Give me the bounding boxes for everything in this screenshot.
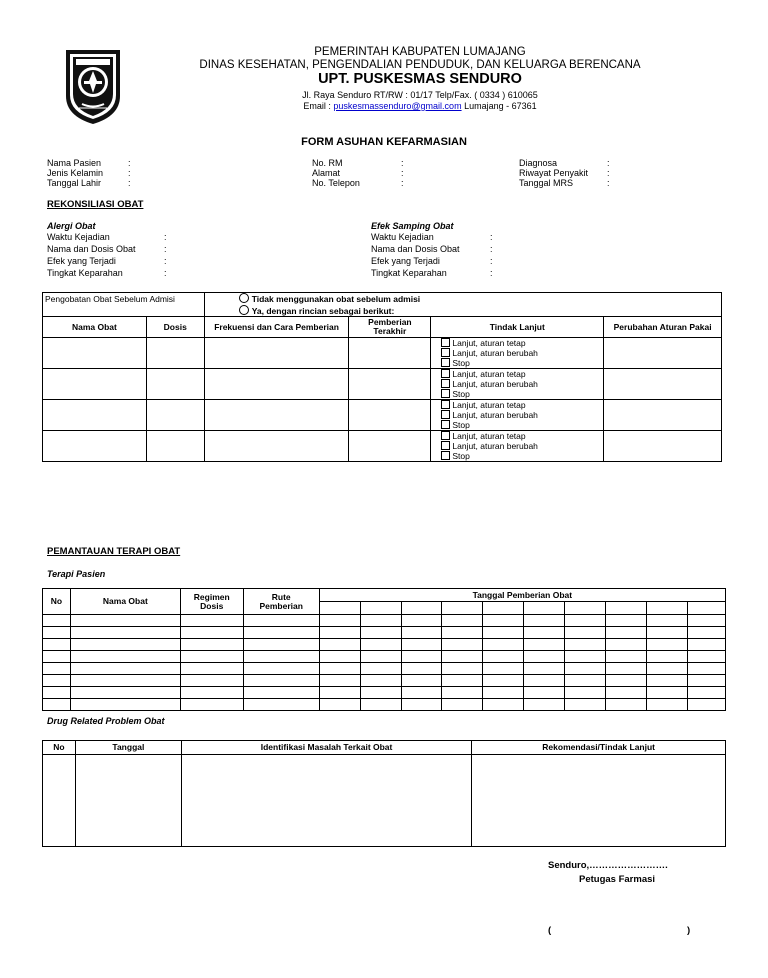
field-label: No. RM bbox=[312, 158, 343, 168]
col-nama-obat: Nama Obat bbox=[43, 317, 147, 338]
allergy-title: Alergi Obat bbox=[47, 221, 96, 231]
colons-col2: : : : bbox=[401, 158, 404, 188]
checkbox-icon[interactable] bbox=[441, 441, 450, 450]
reconciliation-title: REKONSILIASI OBAT bbox=[47, 199, 144, 210]
checkbox-icon[interactable] bbox=[441, 410, 450, 419]
signature-role: Petugas Farmasi bbox=[579, 874, 656, 885]
col-rekomendasi: Rekomendasi/Tindak Lanjut bbox=[472, 741, 726, 755]
pre-admission-label: Pengobatan Obat Sebelum Admisi bbox=[43, 293, 205, 317]
checkbox-icon[interactable] bbox=[441, 389, 450, 398]
table-row bbox=[43, 338, 722, 369]
checkbox-icon[interactable] bbox=[441, 348, 450, 357]
signature-place: Senduro,……………………. bbox=[548, 860, 668, 871]
followup-cell: Lanjut, aturan tetap Lanjut, aturan berubah Stop bbox=[431, 400, 604, 431]
table-row bbox=[43, 687, 726, 699]
government-line: PEMERINTAH KABUPATEN LUMAJANG bbox=[314, 46, 526, 58]
table-row bbox=[43, 651, 726, 663]
col-identifikasi: Identifikasi Masalah Terkait Obat bbox=[181, 741, 472, 755]
table-row bbox=[43, 615, 726, 627]
radio-yes[interactable] bbox=[239, 305, 249, 315]
col-perubahan-aturan: Perubahan Aturan Pakai bbox=[604, 317, 722, 338]
allergy-colons: : : : : bbox=[164, 232, 167, 278]
colons-col1: : : : bbox=[128, 158, 131, 188]
checkbox-icon[interactable] bbox=[441, 400, 450, 409]
pre-admission-options: Tidak menggunakan obat sebelum admisi Ya, dengan rincian sebagai berikut: bbox=[204, 293, 721, 317]
table-row bbox=[43, 675, 726, 687]
form-title: FORM ASUHAN KEFARMASIAN bbox=[301, 136, 467, 148]
side-effect-colons: : : : : bbox=[490, 232, 493, 278]
table-row bbox=[43, 755, 726, 847]
patient-fields-col2 bbox=[312, 158, 360, 188]
table-row bbox=[43, 627, 726, 639]
signature-close-paren: ) bbox=[687, 925, 691, 936]
col-tanggal: Tanggal bbox=[75, 741, 181, 755]
followup-cell: Lanjut, aturan tetap Lanjut, aturan berubah Stop bbox=[431, 431, 604, 462]
lumajang-regency-emblem bbox=[62, 46, 124, 126]
field-label: Alamat bbox=[312, 168, 341, 178]
col-regimen-dosis: Regimen Dosis bbox=[180, 589, 243, 615]
field-label: Riwayat Penyakit bbox=[519, 168, 589, 178]
drp-title: Drug Related Problem Obat bbox=[47, 716, 165, 726]
table-row bbox=[43, 400, 722, 431]
checkbox-icon[interactable] bbox=[441, 358, 450, 367]
col-dosis: Dosis bbox=[146, 317, 204, 338]
signature-open-paren: ( bbox=[548, 925, 552, 936]
side-effect-title: Efek Samping Obat bbox=[371, 221, 454, 231]
followup-cell: Lanjut, aturan tetap Lanjut, aturan berubah Stop bbox=[431, 338, 604, 369]
field-label: Nama Pasien bbox=[47, 158, 102, 168]
col-rute-pemberian: Rute Pemberian bbox=[243, 589, 319, 615]
email-line bbox=[190, 101, 650, 111]
field-label: Diagnosa bbox=[519, 158, 558, 168]
institution-name: UPT. PUSKESMAS SENDURO bbox=[318, 71, 522, 87]
col-pemberian-terakhir: Pemberian Terakhir bbox=[349, 317, 431, 338]
field-label: No. Telepon bbox=[312, 178, 360, 188]
col-nama-obat: Nama Obat bbox=[70, 589, 180, 615]
field-label: Tanggal MRS bbox=[519, 178, 574, 188]
allergy-fields: Waktu Kejadian Nama dan Dosis Obat Efek yang Terjadi Tingkat Keparahan bbox=[47, 232, 136, 278]
checkbox-icon[interactable] bbox=[441, 338, 450, 347]
field-label: Tanggal Lahir bbox=[47, 178, 102, 188]
table-row bbox=[43, 369, 722, 400]
therapy-table bbox=[42, 588, 726, 711]
pre-admission-row bbox=[43, 293, 722, 317]
col-no: No bbox=[43, 741, 76, 755]
monitoring-title: PEMANTAUAN TERAPI OBAT bbox=[47, 546, 181, 557]
col-no: No bbox=[43, 589, 71, 615]
patient-fields-col3 bbox=[519, 158, 588, 188]
therapy-title: Terapi Pasien bbox=[47, 569, 106, 579]
table-row bbox=[43, 699, 726, 711]
table-row bbox=[43, 431, 722, 462]
agency-line: DINAS KESEHATAN, PENGENDALIAN PENDUDUK, DAN KELUARGA BERENCANA bbox=[199, 59, 641, 71]
email-link[interactable]: puskesmassenduro@gmail.com bbox=[333, 101, 462, 111]
email-suffix: Lumajang - 67361 bbox=[461, 101, 537, 111]
table-row bbox=[43, 663, 726, 675]
side-effect-fields: Waktu Kejadian Nama dan Dosis Obat Efek yang Terjadi Tingkat Keparahan bbox=[371, 232, 460, 278]
email-prefix: Email : bbox=[303, 101, 334, 111]
checkbox-icon[interactable] bbox=[441, 369, 450, 378]
col-frekuensi: Frekuensi dan Cara Pemberian bbox=[204, 317, 349, 338]
colons-col3: : : : bbox=[607, 158, 610, 188]
checkbox-icon[interactable] bbox=[441, 431, 450, 440]
address-line: Jl. Raya Senduro RT/RW : 01/17 Telp/Fax. ( 0334 ) 610065 bbox=[302, 90, 538, 100]
patient-fields-col1 bbox=[47, 158, 103, 188]
pre-admission-header bbox=[43, 317, 722, 338]
radio-none[interactable] bbox=[239, 293, 249, 303]
checkbox-icon[interactable] bbox=[441, 451, 450, 460]
col-tanggal-pemberian: Tanggal Pemberian Obat bbox=[319, 589, 725, 602]
drp-table bbox=[42, 740, 726, 847]
checkbox-icon[interactable] bbox=[441, 420, 450, 429]
checkbox-icon[interactable] bbox=[441, 379, 450, 388]
field-label: Jenis Kelamin bbox=[47, 168, 104, 178]
col-tindak-lanjut: Tindak Lanjut bbox=[431, 317, 604, 338]
followup-cell: Lanjut, aturan tetap Lanjut, aturan berubah Stop bbox=[431, 369, 604, 400]
pre-admission-table bbox=[42, 292, 722, 462]
table-row bbox=[43, 639, 726, 651]
